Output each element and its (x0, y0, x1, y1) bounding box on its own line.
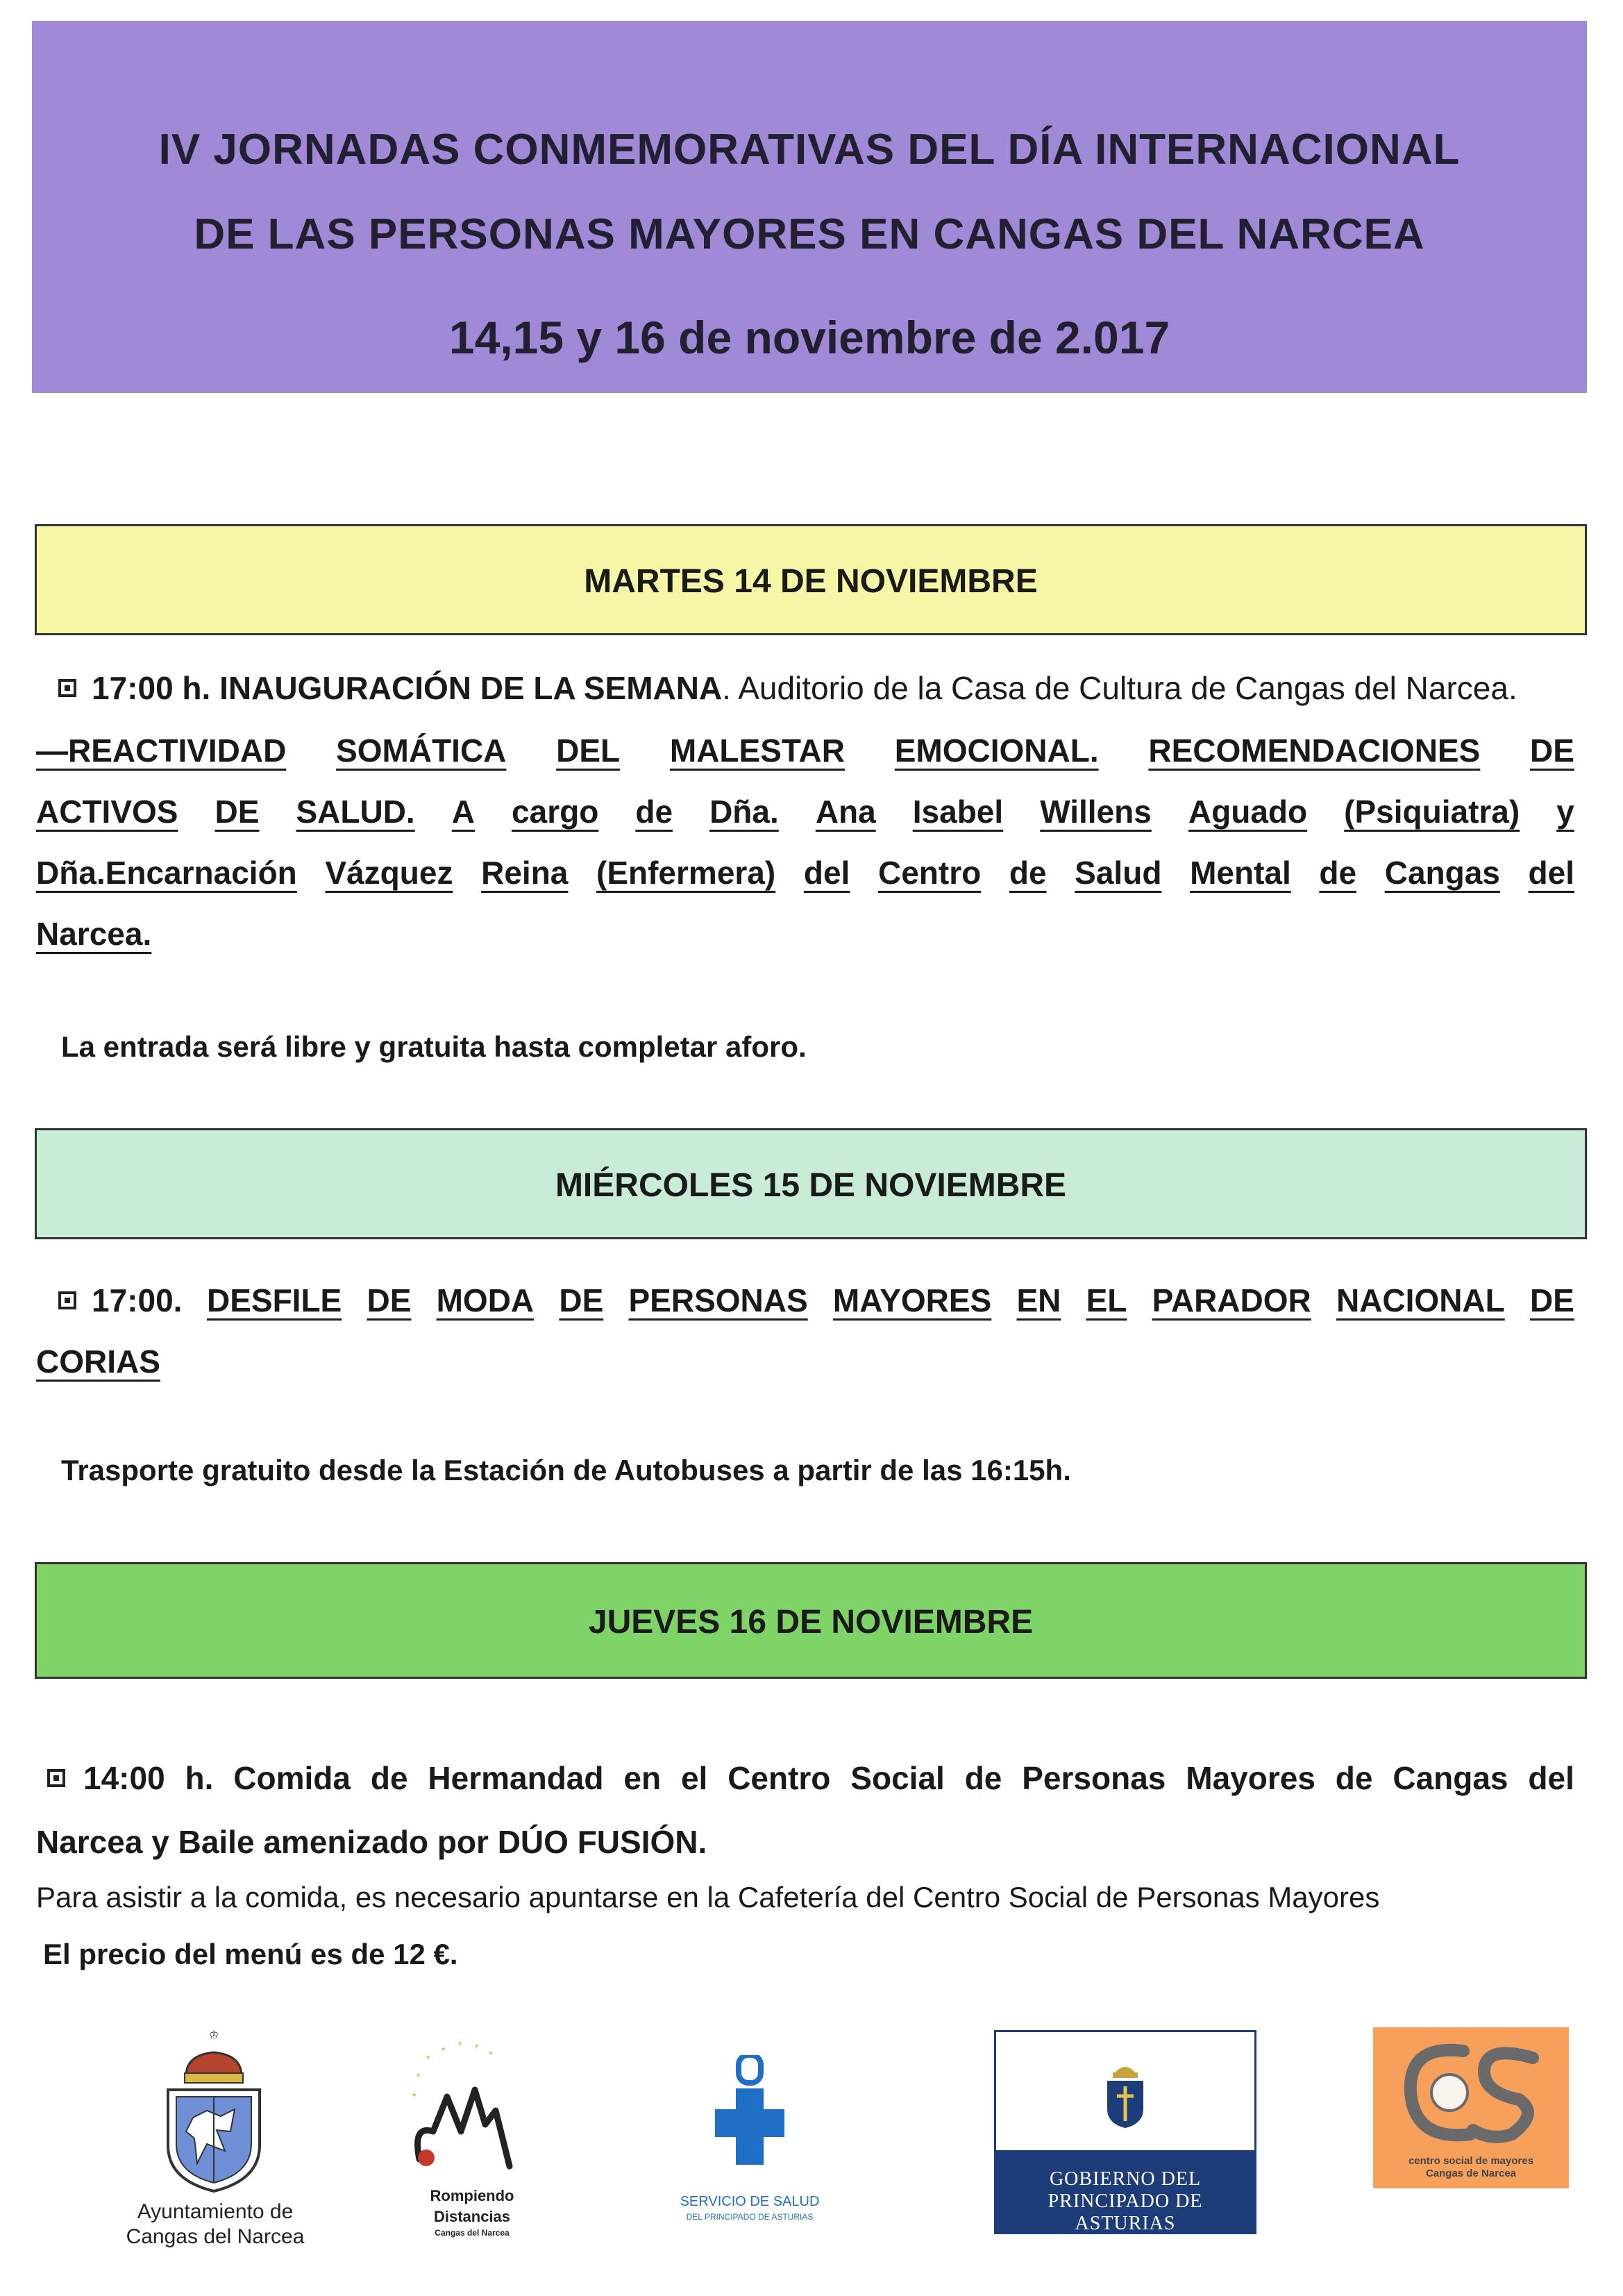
day1-talk-word: cargo (512, 794, 599, 830)
day1-title-bar: MARTES 14 DE NOVIEMBRE (35, 524, 1587, 635)
day3-event-line2: Narcea y Baile amenizado por DÚO FUSIÓN. (36, 1824, 707, 1860)
day1-talk-word: —REACTIVIDAD (36, 732, 287, 769)
day3-title-bar: JUEVES 16 DE NOVIEMBRE (35, 1562, 1587, 1679)
day3-note2: El precio del menú es de 12 €. (43, 1938, 458, 1970)
svg-text:*: * (442, 2045, 446, 2056)
gobierno-line2: PRINCIPADO DE ASTURIAS (1048, 2190, 1203, 2234)
day1-talk-word: Vázquez (325, 855, 453, 891)
day3-event-word: del (1528, 1760, 1574, 1796)
day1-talk-word: MALESTAR (669, 732, 845, 769)
day1-talk-word: (Psiquiatra) (1344, 794, 1520, 830)
header-title-line2: DE LAS PERSONAS MAYORES EN CANGAS DEL NARCEA (194, 210, 1425, 258)
day3-event-word: Cangas (1393, 1760, 1508, 1796)
day1-talk-word: (Enfermera) (596, 855, 776, 891)
rompiendo-line2: Distancias (433, 2208, 511, 2225)
day1-talk-word: Salud (1075, 855, 1162, 891)
bullet-icon (58, 679, 76, 697)
day2-event-word: PERSONAS (628, 1282, 808, 1318)
salud-line1: SERVICIO DE SALUD (680, 2194, 820, 2209)
day3-bullet-row (47, 1762, 81, 1794)
day2-event-word: PARADOR (1152, 1282, 1311, 1318)
day1-talk-word: Centro (877, 855, 982, 891)
day2-event-word: EN (1016, 1282, 1061, 1318)
day3-event-word: Personas (1022, 1760, 1166, 1796)
ayuntamiento-line2: Cangas del Narcea (126, 2225, 305, 2248)
day2-event-word: MODA (436, 1282, 535, 1318)
day3-event-word: h. (185, 1760, 214, 1796)
day3-event-word: de (964, 1760, 1002, 1796)
day1-talk-word: del (803, 855, 850, 891)
day1-talk-word: Mental (1190, 855, 1291, 891)
day2-event-word: EL (1086, 1282, 1127, 1318)
day2-event-word: NACIONAL (1336, 1282, 1505, 1318)
salud-caption (659, 2193, 840, 2223)
day2-event-word: DE (559, 1282, 604, 1318)
principado-shield-icon (1103, 2060, 1147, 2129)
day3-event-word: Comida (233, 1760, 351, 1796)
servicio-salud-cross-icon (715, 2055, 784, 2166)
day1-talk-word: RECOMENDACIONES (1148, 732, 1481, 769)
day1-time: 17:00 h. (92, 670, 211, 706)
day1-talk-word: DE (215, 794, 260, 830)
day3-event-word: Centro (728, 1760, 831, 1796)
salud-line2: DEL PRINCIPADO DE ASTURIAS (686, 2212, 814, 2222)
day3-event-word: en (623, 1760, 662, 1796)
bullet-icon (47, 1769, 65, 1787)
day3-event-word: Social (850, 1760, 945, 1796)
day2-event-line1 (207, 1284, 1574, 1316)
bullet-icon (58, 1291, 76, 1309)
centro-line1: centro social de mayores (1408, 2155, 1534, 2167)
day1-talk-word: Dña. (709, 794, 779, 830)
day1-talk-line1 (36, 732, 1574, 769)
day1-talk-word: Cangas (1384, 855, 1500, 891)
day1-talk-word: Dña.Encarnación (36, 855, 297, 891)
day3-event-word: Hermandad (428, 1760, 604, 1796)
ayuntamiento-coat-of-arms-icon (158, 2027, 269, 2194)
header-title-line1: IV JORNADAS CONMEMORATIVAS DEL DÍA INTERNACIONAL (158, 126, 1461, 174)
day1-talk-line4: Narcea. (36, 916, 152, 952)
day1-event: INAUGURACIÓN DE LA SEMANA (219, 670, 723, 706)
day1-talk-word: A (451, 794, 475, 830)
day2-time: 17:00. (92, 1282, 183, 1318)
day1-talk-line2 (36, 796, 1574, 828)
day1-talk-word: de (635, 794, 673, 830)
day1-talk-word: EMOCIONAL. (894, 732, 1099, 769)
gobierno-caption (996, 2150, 1254, 2234)
day2-title-bar: MIÉRCOLES 15 DE NOVIEMBRE (35, 1128, 1587, 1239)
day3-event-word: de (370, 1760, 408, 1796)
day1-location: . Auditorio de la Casa de Cultura de Cangas del Narcea. (722, 670, 1517, 706)
day3-event-line1 (83, 1762, 1574, 1794)
svg-text:*: * (417, 2071, 421, 2082)
day2-event-word: DE (367, 1282, 412, 1318)
day3-event-word: Mayores (1186, 1760, 1315, 1796)
header-dates: 14,15 y 16 de noviembre de 2.017 (448, 312, 1170, 363)
day2-note: Trasporte gratuito desde la Estación de Autobuses a partir de las 16:15h. (61, 1454, 1071, 1486)
day1-talk-word: Willens (1040, 794, 1152, 830)
gobierno-line1: GOBIERNO DEL (1049, 2168, 1202, 2190)
ayuntamiento-caption (90, 2199, 340, 2249)
day2-event-word: DESFILE (207, 1282, 342, 1318)
rompiendo-distancias-logo-icon (405, 2041, 530, 2180)
centro-social-logo (1373, 2027, 1569, 2188)
day1-talk-word: y (1556, 794, 1574, 830)
day2-event-word: MAYORES (832, 1282, 992, 1318)
day3-event-word: el (680, 1760, 708, 1796)
day1-talk-word: Reina (481, 855, 569, 891)
svg-text:*: * (489, 2049, 493, 2060)
centro-social-cs-icon (1401, 2037, 1540, 2148)
ayuntamiento-line1: Ayuntamiento de (137, 2200, 294, 2223)
day1-talk-word: Ana (815, 794, 876, 830)
day1-talk-word: DEL (556, 732, 621, 769)
day1-talk-word: SALUD. (296, 794, 415, 830)
day1-talk-word: Aguado (1188, 794, 1308, 830)
day3-event-word: 14:00 (83, 1760, 165, 1796)
day3-event-word: de (1335, 1760, 1373, 1796)
rompiendo-line1: Rompiendo (430, 2187, 514, 2204)
day1-talk-word: SOMÁTICA (336, 732, 507, 769)
gobierno-logo (994, 2030, 1256, 2234)
day1-talk-word: DE (1530, 732, 1574, 769)
rompiendo-caption (389, 2186, 555, 2238)
svg-text:*: * (475, 2042, 479, 2053)
centro-caption (1373, 2155, 1569, 2180)
day2-time-row (58, 1284, 182, 1316)
day1-talk-word: de (1009, 855, 1047, 891)
day2-event-word: DE (1529, 1282, 1574, 1318)
day1-line1 (58, 672, 1517, 704)
day1-talk-word: del (1528, 855, 1574, 891)
day1-talk-word: ACTIVOS (36, 794, 178, 830)
svg-text:*: * (458, 2041, 462, 2050)
day2-event-line2: CORIAS (36, 1343, 160, 1380)
day3-note1: Para asistir a la comida, es necesario apuntarse en la Cafetería del Centro Social de Personas Mayores (36, 1881, 1380, 1913)
day1-talk-word: de (1319, 855, 1357, 891)
rompiendo-line3: Cangas del Narcea (435, 2228, 510, 2238)
day1-talk-word: Isabel (912, 794, 1004, 830)
day1-talk-line3 (36, 857, 1574, 889)
day1-note: La entrada será libre y gratuita hasta completar aforo. (61, 1030, 807, 1063)
header-banner (32, 21, 1587, 393)
svg-text:*: * (412, 2090, 417, 2102)
svg-text:*: * (426, 2053, 430, 2064)
svg-text:♔: ♔ (208, 2029, 219, 2041)
centro-line2: Cangas de Narcea (1425, 2168, 1517, 2179)
